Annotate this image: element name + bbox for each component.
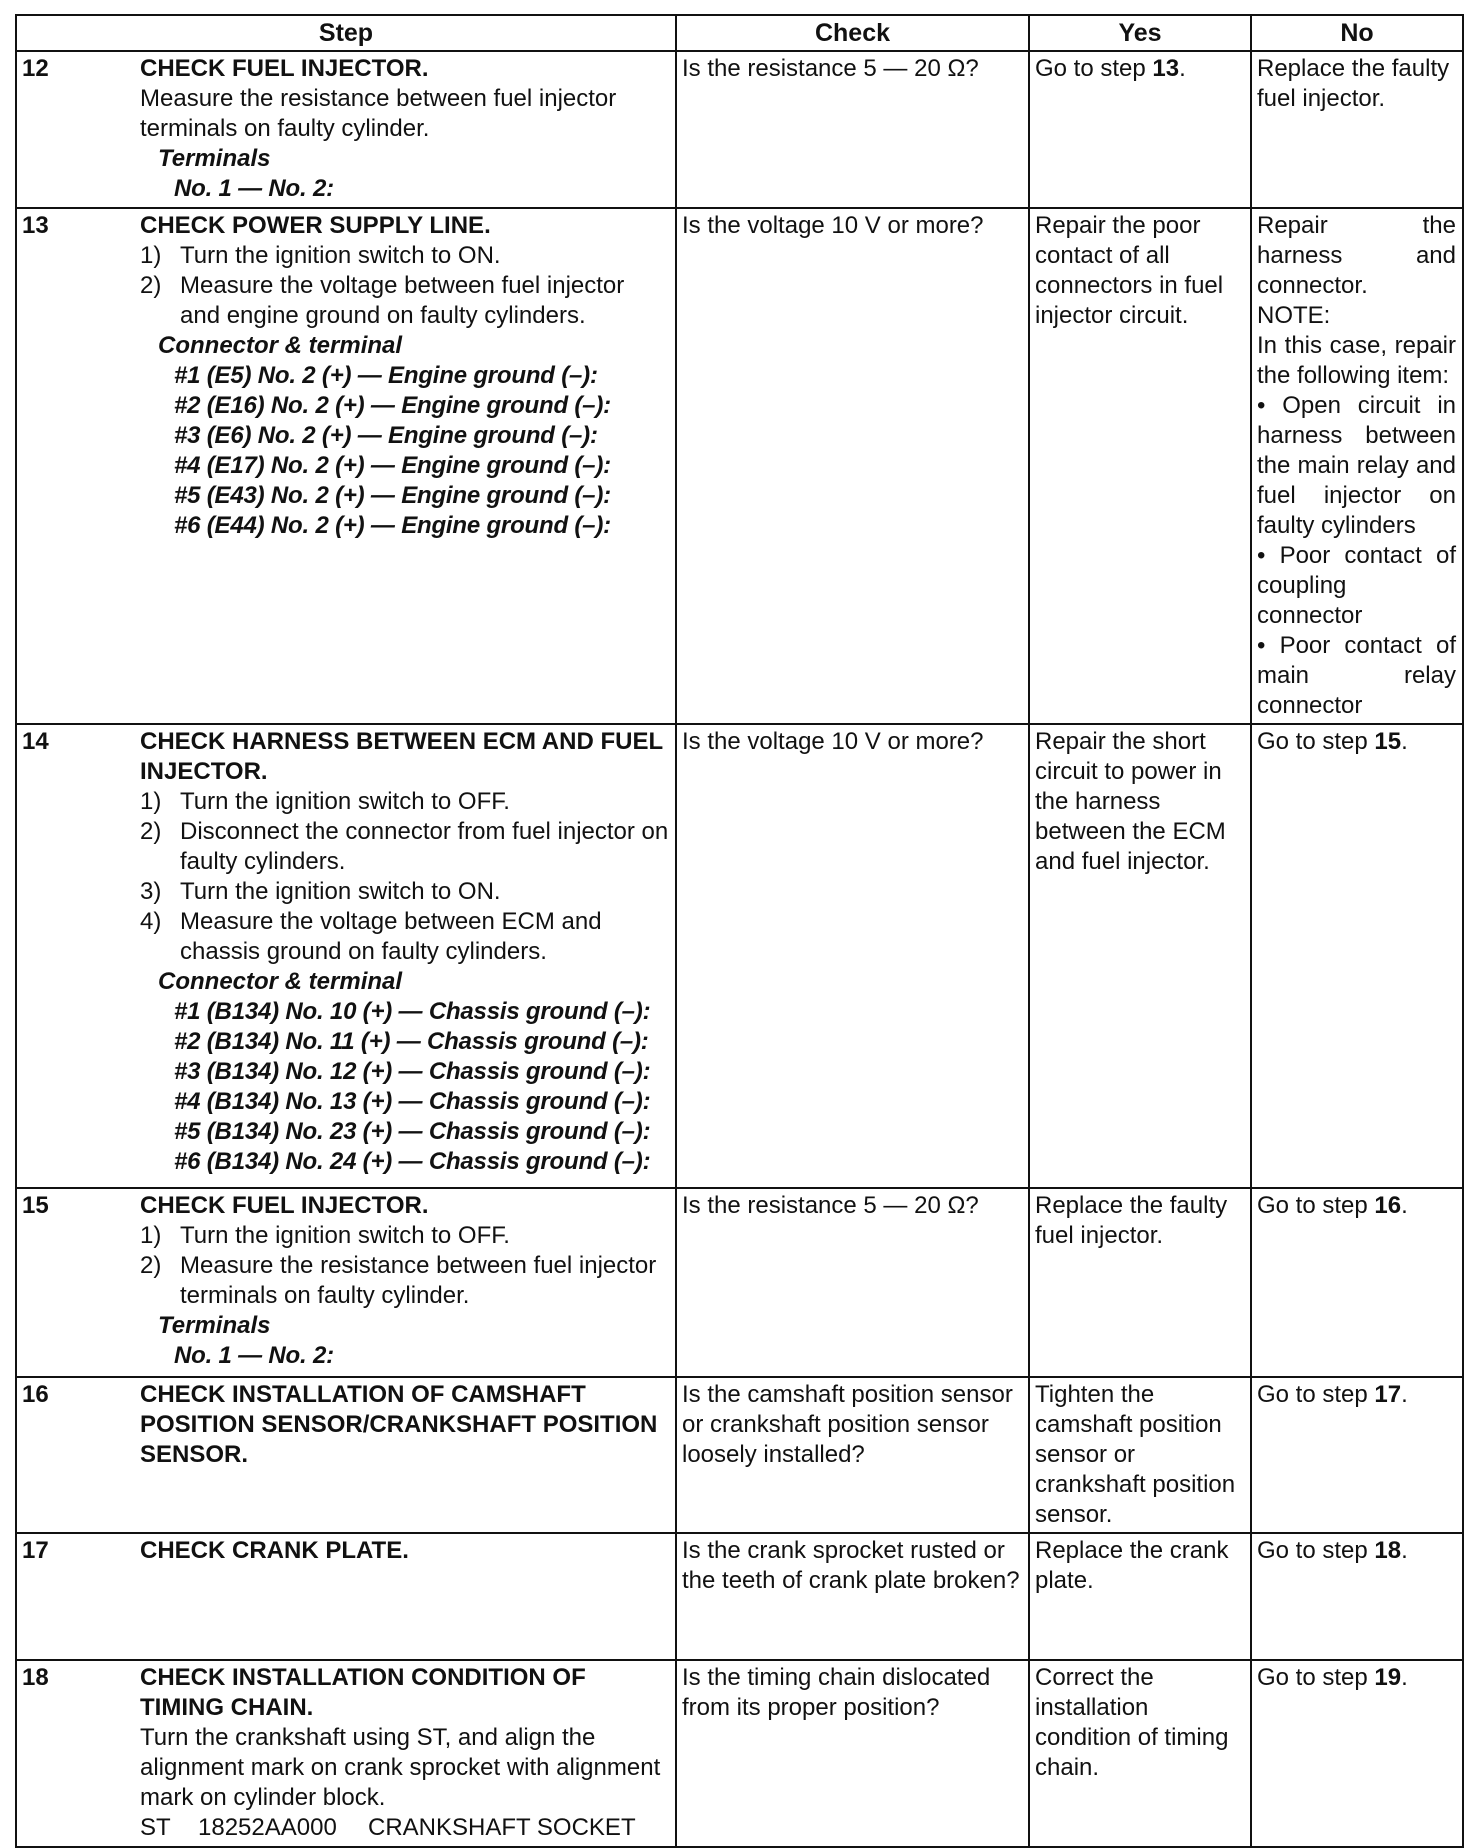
yes-step-link: 13	[1152, 55, 1180, 82]
procedure-step	[140, 1251, 669, 1311]
terminal-spec: #5 (B134) No. 23 (+) — Chassis ground (–):	[174, 1118, 651, 1145]
header-check: Check	[676, 15, 1029, 51]
header-row	[16, 15, 1463, 51]
step-title: CHECK CRANK PLATE.	[140, 1537, 409, 1564]
procedure-step-text: Turn the ignition switch to ON.	[180, 242, 501, 269]
yes-text: Go to step	[1035, 55, 1153, 82]
note-text: In this case, repair the following item:	[1257, 332, 1456, 389]
no-cell	[1251, 724, 1463, 1188]
note-label: NOTE:	[1257, 302, 1331, 329]
step-cell	[135, 208, 676, 724]
no-step-link: 15	[1374, 728, 1402, 755]
special-tool-name: CRANKSHAFT SOCKET	[368, 1814, 636, 1841]
no-cell	[1251, 1533, 1463, 1660]
step-title: CHECK POWER SUPPLY LINE.	[140, 212, 491, 239]
note-bullet: • Poor contact of main relay connector	[1257, 632, 1456, 719]
table-row	[16, 51, 1463, 208]
note-bullet: • Poor contact of coupling connector	[1257, 542, 1456, 629]
step-number: 13	[16, 208, 135, 724]
table-row	[16, 1533, 1463, 1660]
terminal-label: Terminals	[158, 1312, 271, 1339]
procedure-step	[140, 241, 669, 271]
special-tool-part-number: 18252AA000	[198, 1814, 337, 1841]
yes-cell: Replace the faulty fuel injector.	[1029, 1188, 1251, 1377]
terminal-spec: #6 (B134) No. 24 (+) — Chassis ground (–):	[174, 1148, 651, 1175]
step-title: CHECK INSTALLATION CONDITION OF TIMING CHAIN.	[140, 1664, 586, 1721]
procedure-step-number: 4)	[140, 908, 162, 935]
procedure-step-text: Disconnect the connector from fuel injector on faulty cylinders.	[180, 818, 669, 875]
procedure-step-text: Turn the ignition switch to OFF.	[180, 788, 510, 815]
no-end: .	[1401, 1664, 1408, 1691]
diagnostic-table	[15, 14, 1464, 1848]
procedure-step	[140, 817, 669, 877]
no-text: Go to step	[1257, 728, 1375, 755]
step-title: CHECK HARNESS BETWEEN ECM AND FUEL INJECTOR.	[140, 728, 663, 785]
procedure-step	[140, 787, 669, 817]
step-description: Turn the crankshaft using ST, and align the alignment mark on crank sprocket with alignment mark on cylinder block.	[140, 1724, 661, 1811]
yes-cell: Repair the poor contact of all connectors in fuel injector circuit.	[1029, 208, 1251, 724]
step-number: 18	[16, 1660, 135, 1847]
no-end: .	[1401, 728, 1408, 755]
step-title: CHECK FUEL INJECTOR.	[140, 55, 429, 82]
check-cell: Is the timing chain dislocated from its proper position?	[676, 1660, 1029, 1847]
procedure-step-text: Measure the voltage between ECM and chassis ground on faulty cylinders.	[180, 908, 602, 965]
table-row	[16, 208, 1463, 724]
terminal-spec: #3 (E6) No. 2 (+) — Engine ground (–):	[174, 422, 598, 449]
step-cell	[135, 724, 676, 1188]
yes-cell: Replace the crank plate.	[1029, 1533, 1251, 1660]
terminal-spec: #4 (B134) No. 13 (+) — Chassis ground (–):	[174, 1088, 651, 1115]
table-row	[16, 1660, 1463, 1847]
connector-label: Connector & terminal	[158, 332, 403, 359]
step-title: CHECK INSTALLATION OF CAMSHAFT POSITION SENSOR/CRANKSHAFT POSITION SENSOR.	[140, 1381, 658, 1468]
table-row	[16, 1377, 1463, 1533]
check-cell: Is the camshaft position sensor or crankshaft position sensor loosely installed?	[676, 1377, 1029, 1533]
check-cell: Is the resistance 5 — 20 Ω?	[676, 51, 1029, 208]
no-text: Go to step	[1257, 1664, 1375, 1691]
terminal-label: Terminals	[158, 145, 271, 172]
procedure-step	[140, 877, 669, 907]
check-cell: Is the crank sprocket rusted or the teeth of crank plate broken?	[676, 1533, 1029, 1660]
yes-cell: Correct the installation condition of timing chain.	[1029, 1660, 1251, 1847]
step-cell	[135, 51, 676, 208]
procedure-step-number: 1)	[140, 1222, 162, 1249]
no-cell	[1251, 1377, 1463, 1533]
terminal-spec: #6 (E44) No. 2 (+) — Engine ground (–):	[174, 512, 611, 539]
procedure-step-number: 2)	[140, 272, 162, 299]
yes-end: .	[1179, 55, 1186, 82]
no-cell	[1251, 208, 1463, 724]
terminal-spec: #4 (E17) No. 2 (+) — Engine ground (–):	[174, 452, 611, 479]
terminal-spec: #5 (E43) No. 2 (+) — Engine ground (–):	[174, 482, 611, 509]
no-end: .	[1401, 1537, 1408, 1564]
yes-cell: Tighten the camshaft position sensor or crankshaft position sensor.	[1029, 1377, 1251, 1533]
procedure-step	[140, 1221, 669, 1251]
step-cell	[135, 1377, 676, 1533]
no-cell	[1251, 1660, 1463, 1847]
special-tool-label: ST	[140, 1814, 171, 1841]
procedure-step-number: 3)	[140, 878, 162, 905]
yes-cell: Repair the short circuit to power in the harness between the ECM and fuel injector.	[1029, 724, 1251, 1188]
special-tool-line	[140, 1813, 669, 1843]
no-end: .	[1401, 1381, 1408, 1408]
step-cell	[135, 1533, 676, 1660]
no-end: .	[1401, 1192, 1408, 1219]
terminal-spec: No. 1 — No. 2:	[174, 175, 334, 202]
no-text: Go to step	[1257, 1381, 1375, 1408]
procedure-step-text: Turn the ignition switch to ON.	[180, 878, 501, 905]
connector-label: Connector & terminal	[158, 968, 403, 995]
no-step-link: 18	[1374, 1537, 1402, 1564]
procedure-step-number: 1)	[140, 788, 162, 815]
step-number: 16	[16, 1377, 135, 1533]
procedure-step	[140, 271, 669, 331]
terminal-spec: #2 (B134) No. 11 (+) — Chassis ground (–):	[174, 1028, 649, 1055]
note-bullet: • Open circuit in harness between the main relay and fuel injector on faulty cylinders	[1257, 392, 1456, 539]
procedure-step-number: 1)	[140, 242, 162, 269]
step-description: Measure the resistance between fuel injector terminals on faulty cylinder.	[140, 85, 617, 142]
no-cell	[1251, 1188, 1463, 1377]
procedure-step-number: 2)	[140, 818, 162, 845]
step-cell	[135, 1188, 676, 1377]
no-step-link: 16	[1374, 1192, 1402, 1219]
header-step: Step	[16, 15, 676, 51]
step-number: 12	[16, 51, 135, 208]
terminal-spec: #1 (E5) No. 2 (+) — Engine ground (–):	[174, 362, 598, 389]
step-title: CHECK FUEL INJECTOR.	[140, 1192, 429, 1219]
terminal-spec: #3 (B134) No. 12 (+) — Chassis ground (–):	[174, 1058, 651, 1085]
no-text: Repair the harness and connector.	[1257, 212, 1456, 299]
procedure-step-number: 2)	[140, 1252, 162, 1279]
no-cell: Replace the faulty fuel injector.	[1251, 51, 1463, 208]
header-no: No	[1251, 15, 1463, 51]
no-step-link: 17	[1374, 1381, 1402, 1408]
yes-cell	[1029, 51, 1251, 208]
no-text: Go to step	[1257, 1537, 1375, 1564]
step-number: 15	[16, 1188, 135, 1377]
step-number: 17	[16, 1533, 135, 1660]
procedure-step	[140, 907, 669, 967]
terminal-spec: #2 (E16) No. 2 (+) — Engine ground (–):	[174, 392, 611, 419]
header-yes: Yes	[1029, 15, 1251, 51]
procedure-step-text: Measure the resistance between fuel injector terminals on faulty cylinder.	[180, 1252, 657, 1309]
check-cell: Is the resistance 5 — 20 Ω?	[676, 1188, 1029, 1377]
table-row	[16, 724, 1463, 1188]
check-cell: Is the voltage 10 V or more?	[676, 208, 1029, 724]
no-text: Go to step	[1257, 1192, 1375, 1219]
table-row	[16, 1188, 1463, 1377]
step-number: 14	[16, 724, 135, 1188]
no-step-link: 19	[1374, 1664, 1402, 1691]
step-cell	[135, 1660, 676, 1847]
terminal-spec: #1 (B134) No. 10 (+) — Chassis ground (–):	[174, 998, 651, 1025]
procedure-step-text: Turn the ignition switch to OFF.	[180, 1222, 510, 1249]
procedure-step-text: Measure the voltage between fuel injector and engine ground on faulty cylinders.	[180, 272, 625, 329]
check-cell: Is the voltage 10 V or more?	[676, 724, 1029, 1188]
terminal-spec: No. 1 — No. 2:	[174, 1342, 334, 1369]
